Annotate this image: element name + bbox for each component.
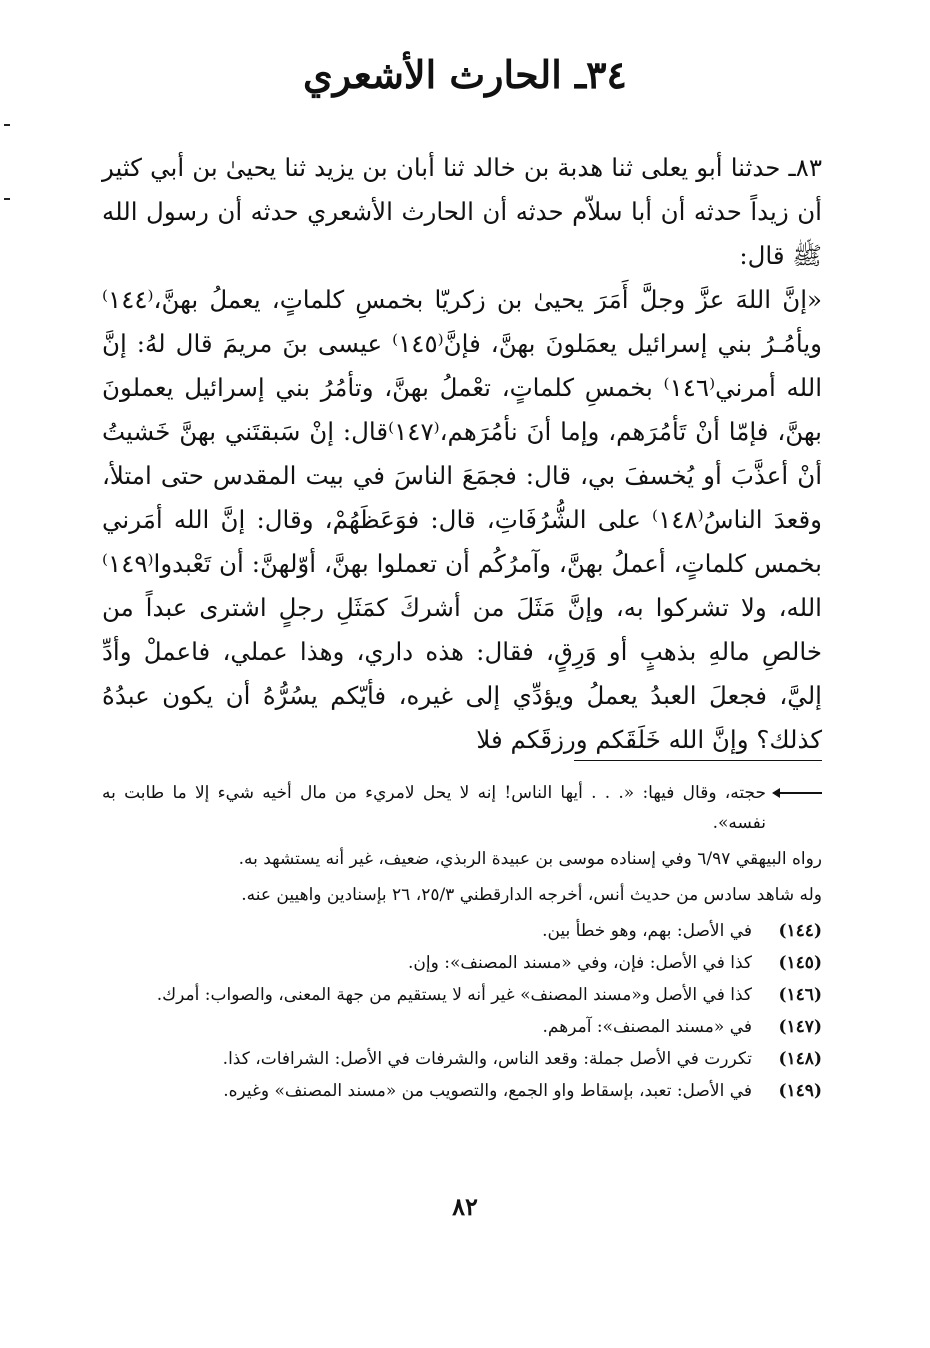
footnote-number: (١٤٨) <box>778 1049 822 1069</box>
edge-mark <box>4 198 10 200</box>
footnote-number: (١٤٩) <box>778 1081 822 1101</box>
footnote-item <box>102 980 822 1010</box>
footnote-separator <box>574 760 822 761</box>
footnote-list <box>102 916 822 1106</box>
continuation-arrow-icon <box>778 792 822 794</box>
page-title: ٣٤ـ الحارث الأشعري <box>303 52 627 97</box>
footnote-number: (١٤٥) <box>778 953 822 973</box>
footnote-number: (١٤٦) <box>778 985 822 1005</box>
hadith-isnad: ٨٣ـ حدثنا أبو يعلى ثنا هدبة بن خالد ثنا أبان بن يزيد ثنا يحيىٰ بن أبي كثير أن زيداً حدثه أن أبا سلاّم حدثه أن الحارث الأشعري حدثه أن رسول الله ﷺ قال: <box>102 153 822 270</box>
main-text <box>102 146 822 762</box>
footnotes <box>102 778 822 1108</box>
footnote-item <box>102 1076 822 1106</box>
footnote-item <box>102 1044 822 1074</box>
footnote-text: كذا في الأصل و«مسند المصنف» غير أنه لا يستقيم من جهة المعنى، والصواب: أمرك. <box>156 985 752 1005</box>
footnote-continuation: وله شاهد سادس من حديث أنس، أخرجه الدارقطني ٢٥/٣، ٢٦ بإسنادين واهيين عنه. <box>241 885 822 905</box>
footnote-text: كذا في الأصل: فإن، وفي «مسند المصنف»: وإن. <box>408 953 752 973</box>
footnote-text: في «مسند المصنف»: آمرهم. <box>542 1017 752 1037</box>
footnote-item <box>102 1012 822 1042</box>
edge-mark <box>4 124 10 126</box>
hadith-text: «إنَّ اللهَ عزَّ وجلَّ أَمَرَ يحيىٰ بن زكريّا بخمسِ كلماتٍ، يعملُ بهنَّ،⁽١٤٤⁾ ويأمُـرُ بني إسرائيل يعمَلونَ بهنَّ، فإنَّ⁽١٤٥⁾ عيسى بنَ مريمَ قال لهُ: إنَّ الله أمرني⁽١٤٦⁾ بخمسِ كلماتٍ، تعْملُ بهنَّ، وتأمُرُ بني إسرائيل يعملونَ بهنَّ، فإمّا أنْ تَأمُرَهم، وإما أنَ نأمُرَهم،⁽١٤٧⁾قال: إنْ سَبقتَني بهنَّ خَشيتُ أنْ أعذَّبَ أو يُخسفَ بي، قال: فجمَعَ الناسَ في بيت المقدس حتى امتلأ، وقعدَ الناسُ⁽١٤٨⁾ على الشُّرُفَاتِ، قال: فوَعَظَهُمْ، وقال: إنَّ الله أمَرني بخمس كلماتٍ، أعملُ بهنَّ، وآمرُكُم أن تعملوا بهنَّ، أوّلهنَّ: أن تَعْبدوا⁽١٤٩⁾ الله، ولا تشركوا به، وإنَّ مَثَلَ من أشركَ كمَثَلِ رجلٍ اشترى عبداً من خالصِ مالهِ بذهبٍ أو وَرِقٍ، فقال: هذه داري، وهذا عملي، فاعملْ وأدِّ إليَّ، فجعلَ العبدُ يعملُ ويؤدِّي إلى غيره، فأيّكم يسُرُّهُ أن يكون عبدُهُ كذلك؟ وإنَّ الله خَلَقَكم ورزقَكم فلا <box>102 285 823 754</box>
footnote-number: (١٤٤) <box>778 921 822 941</box>
footnote-item <box>102 948 822 978</box>
footnote-text: في الأصل: تعبد، بإسقاط واو الجمع، والتصويب من «مسند المصنف» وغيره. <box>223 1081 752 1101</box>
footnote-continuation: رواه البيهقي ٦/٩٧ وفي إسناده موسى بن عبيدة الربذي، ضعيف، غير أنه يستشهد به. <box>238 849 822 869</box>
footnote-number: (١٤٧) <box>778 1017 822 1037</box>
footnote-text: تكررت في الأصل جملة: وقعد الناس، والشرفات في الأصل: الشرافات، كذا. <box>222 1049 752 1069</box>
footnote-continuation: حجته، وقال فيها: «. . . أيها الناس! إنه لا يحل لامريء من مال أخيه شيء إلا ما طابت به نفسه». <box>102 778 822 838</box>
footnote-text: في الأصل: بهم، وهو خطأ بين. <box>542 921 752 941</box>
footnote-item <box>102 916 822 946</box>
page-number: ٨٢ <box>452 1192 478 1221</box>
